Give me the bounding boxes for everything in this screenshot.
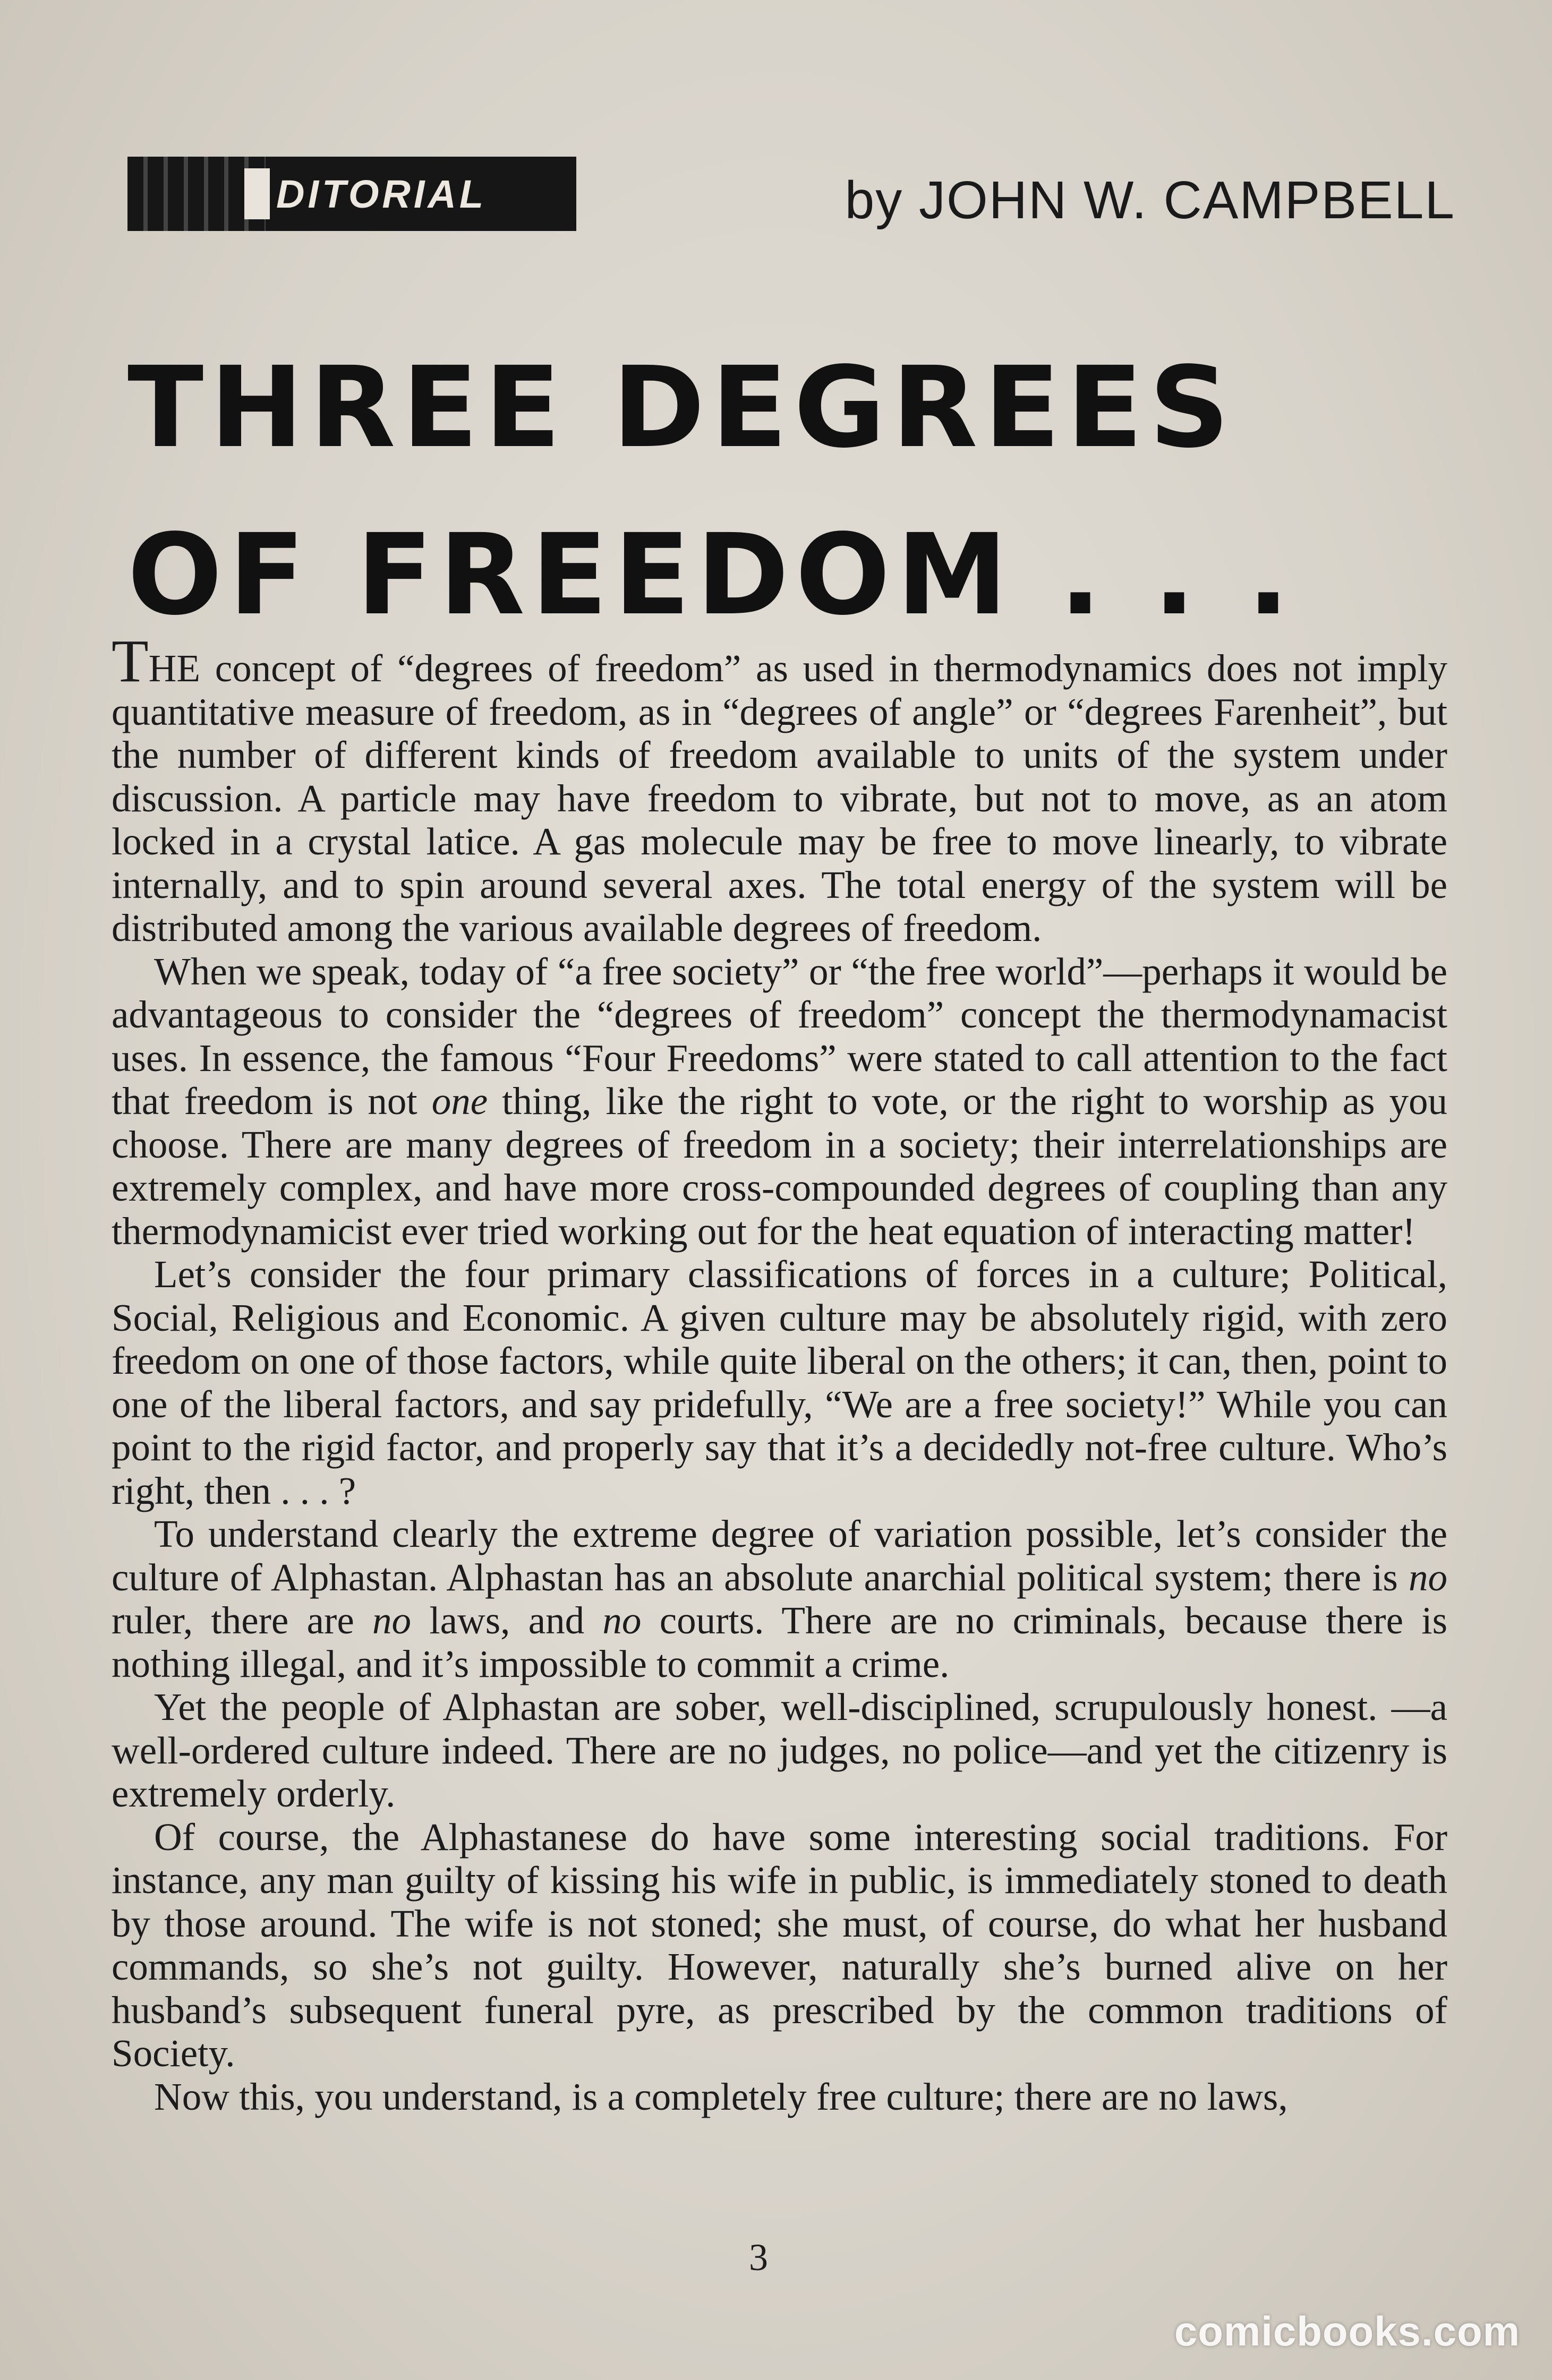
title-line-2: OF FREEDOM . . . <box>127 510 1296 640</box>
paragraph-6 <box>112 1816 1447 2075</box>
emphasis: no <box>1409 1555 1447 1599</box>
paragraph-2 <box>112 950 1447 1253</box>
emphasis: one <box>431 1080 488 1123</box>
paragraph-5 <box>112 1685 1447 1816</box>
paragraph-1 <box>112 627 1447 950</box>
paragraph-text: When we speak, today of “a free society” or “the free world”—perhaps it would be advantageous to consider the “degrees of freedom” concept the thermodynamacist uses. In essence, the famous “Four Freedoms” were stated to call attention to the fact that freedom is not <box>112 949 1447 1123</box>
paragraph-3 <box>112 1253 1447 1512</box>
paragraph-text: Yet the people of Alphastan are sober, well-disciplined, scrupulously honest. —a well-ordered culture indeed. There are no judges, no police—and yet the citizenry is extremely orderly. <box>112 1685 1447 1815</box>
letter-e-graphic <box>127 157 266 231</box>
emphasis: no <box>372 1599 412 1642</box>
article-body <box>112 627 1447 2118</box>
editorial-logo <box>127 157 576 231</box>
paragraph-text: ruler, there are <box>112 1599 373 1642</box>
paragraph-text: Let’s consider the four primary classifications of forces in a culture; Political, Social, Religious and Economic. A given culture may be absolutely rigid, with zero freedom on one of those factors, while quite liberal on the others; it can, then, point to one of the liberal factors, and say pridefully, “We are a free society!” While you can point to the rigid factor, and properly say that it’s a decidedly not-free culture. Who’s right, then . . . ? <box>112 1253 1447 1512</box>
watermark: comicbooks.com <box>1174 2308 1520 2355</box>
paragraph-text: laws, and <box>411 1599 603 1642</box>
paragraph-text: To understand clearly the extreme degree of variation possible, let’s consider the culture of Alphastan. Alphastan has an absolute anarchial political system; there is <box>112 1512 1447 1599</box>
page-number: 3 <box>749 2236 768 2279</box>
article-title <box>127 324 1455 658</box>
paragraph-text: courts. There are no criminals, because there is nothing illegal, and it’s impossible to commit a crime. <box>112 1599 1447 1685</box>
paragraph-text: Now this, you understand, is a completely free culture; there are no laws, <box>154 2075 1288 2118</box>
paragraph-text: HE concept of “degrees of freedom” as used in thermodynamics does not imply quantitative measure of freedom, as in “degrees of angle” or “degrees Farenheit”, but the number of different kinds of freedom available to units of the system under discussion. A particle may have freedom to vibrate, but not to move, as an atom locked in a crystal latice. A gas molecule may be free to move linearly, to vibrate internally, and to spin around several axes. The total energy of the system will be distributed among the various available degrees of freedom. <box>112 647 1447 949</box>
paragraph-7 <box>112 2075 1447 2119</box>
logo-text: DITORIAL <box>276 172 487 216</box>
author-byline: by JOHN W. CAMPBELL <box>845 170 1455 230</box>
emphasis: no <box>602 1599 642 1642</box>
paragraph-text: thing, like the right to vote, or the right to worship as you choose. There are many degrees of freedom in a society; their interrelationships are extremely complex, and have more cross-compounded degrees of coupling than any thermodynamicist ever tried working out for the heat equation of interacting matter! <box>112 1080 1447 1253</box>
drop-cap: T <box>112 627 149 695</box>
paragraph-text: Of course, the Alphastanese do have some interesting social traditions. For instance, any man guilty of kissing his wife in public, is immediately stoned to death by those around. The wife is not stoned; she must, of course, do what her husband commands, so she’s not guilty. However, naturally she’s burned alive on her husband’s subsequent funeral pyre, as prescribed by the common traditions of Society. <box>112 1815 1447 2075</box>
editorial-header <box>127 154 1455 239</box>
paragraph-4 <box>112 1512 1447 1685</box>
title-line-1: THREE DEGREES <box>127 343 1236 473</box>
